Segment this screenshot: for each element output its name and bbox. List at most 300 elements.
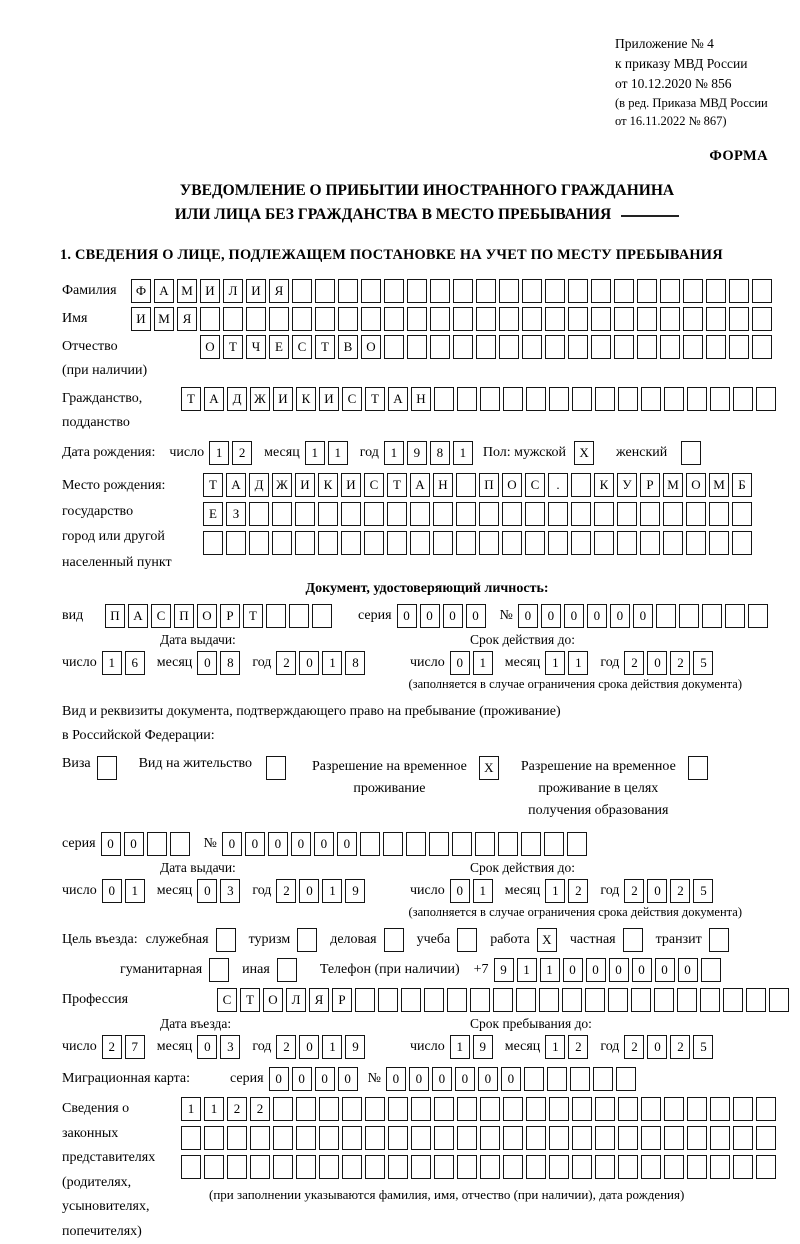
char-box: О bbox=[263, 988, 283, 1012]
char-box: 0 bbox=[197, 651, 217, 675]
char-box bbox=[526, 1155, 546, 1179]
birth-place-row3-boxes bbox=[203, 531, 752, 555]
char-box: 0 bbox=[222, 832, 242, 856]
char-box: 2 bbox=[624, 1035, 644, 1059]
birth-month-boxes bbox=[305, 441, 348, 465]
char-box: . bbox=[548, 473, 568, 497]
char-box: Б bbox=[732, 473, 752, 497]
char-box bbox=[595, 1155, 615, 1179]
char-box bbox=[568, 307, 588, 331]
name-label: Имя bbox=[62, 311, 131, 327]
char-box bbox=[641, 1155, 661, 1179]
char-box: Я bbox=[269, 279, 289, 303]
permit-issue-header: Дата выдачи: bbox=[62, 860, 410, 876]
char-box: 2 bbox=[624, 651, 644, 675]
char-box bbox=[637, 279, 657, 303]
char-box bbox=[147, 832, 167, 856]
char-box bbox=[342, 1126, 362, 1150]
char-box: 2 bbox=[568, 1035, 588, 1059]
entry-date-header: Дата въезда: bbox=[62, 1016, 410, 1032]
appendix-line-3: от 10.12.2020 № 856 bbox=[615, 74, 792, 94]
char-box bbox=[732, 531, 752, 555]
char-box bbox=[430, 335, 450, 359]
char-box: Я bbox=[177, 307, 197, 331]
char-box bbox=[249, 531, 269, 555]
char-box bbox=[388, 1126, 408, 1150]
char-box bbox=[562, 988, 582, 1012]
char-box: 1 bbox=[322, 651, 342, 675]
patronymic-label bbox=[62, 335, 200, 383]
char-box bbox=[664, 1097, 684, 1121]
entry-purpose-option bbox=[490, 928, 557, 952]
char-box: 1 bbox=[473, 879, 493, 903]
char-box bbox=[378, 988, 398, 1012]
char-box: 0 bbox=[397, 604, 417, 628]
entry-purpose-option-checkbox bbox=[297, 928, 317, 952]
char-box bbox=[315, 279, 335, 303]
char-box bbox=[433, 502, 453, 526]
permit-series-boxes bbox=[101, 832, 190, 856]
char-box bbox=[434, 1155, 454, 1179]
char-box: Т bbox=[387, 473, 407, 497]
month-label: месяц bbox=[505, 883, 541, 899]
char-box bbox=[544, 832, 564, 856]
char-box bbox=[549, 1126, 569, 1150]
char-box bbox=[315, 307, 335, 331]
char-box: А bbox=[204, 387, 224, 411]
entry-purpose-option-label: частная bbox=[570, 932, 616, 948]
char-box bbox=[654, 988, 674, 1012]
forma-label: ФОРМА bbox=[62, 148, 792, 165]
char-box bbox=[318, 531, 338, 555]
char-box bbox=[447, 988, 467, 1012]
birth-place-label bbox=[62, 473, 203, 575]
doc-issue-month-boxes bbox=[197, 651, 240, 675]
stay-month-boxes bbox=[545, 1035, 588, 1059]
char-box: Н bbox=[411, 387, 431, 411]
char-box bbox=[410, 502, 430, 526]
char-box: 0 bbox=[291, 832, 311, 856]
char-box bbox=[338, 307, 358, 331]
char-box bbox=[411, 1097, 431, 1121]
char-box bbox=[269, 307, 289, 331]
char-box bbox=[631, 988, 651, 1012]
char-box bbox=[480, 1097, 500, 1121]
temp-residence-checkbox: X bbox=[479, 756, 499, 780]
char-box bbox=[549, 1097, 569, 1121]
char-box bbox=[733, 387, 753, 411]
char-box bbox=[387, 502, 407, 526]
entry-year-boxes bbox=[276, 1035, 365, 1059]
citizenship-boxes bbox=[181, 387, 776, 411]
migration-series-boxes bbox=[269, 1067, 358, 1091]
name-row bbox=[62, 307, 792, 331]
char-box: 0 bbox=[647, 1035, 667, 1059]
char-box bbox=[733, 1155, 753, 1179]
permit-issue-column bbox=[62, 860, 410, 903]
char-box: А bbox=[410, 473, 430, 497]
birth-day-boxes bbox=[209, 441, 252, 465]
char-box bbox=[227, 1155, 247, 1179]
citizenship-label-line1: Гражданство, bbox=[62, 387, 181, 411]
permit-series-row bbox=[62, 832, 792, 856]
char-box bbox=[706, 279, 726, 303]
char-box bbox=[406, 832, 426, 856]
char-box bbox=[365, 1097, 385, 1121]
char-box: 1 bbox=[328, 441, 348, 465]
char-box bbox=[204, 1155, 224, 1179]
char-box bbox=[539, 988, 559, 1012]
char-box: Ж bbox=[250, 387, 270, 411]
entry-purpose-option bbox=[656, 928, 729, 952]
char-box bbox=[595, 1097, 615, 1121]
char-box: 5 bbox=[693, 651, 713, 675]
char-box bbox=[660, 279, 680, 303]
char-box: М bbox=[663, 473, 683, 497]
char-box: 1 bbox=[453, 441, 473, 465]
representatives-label-line5: усыновителях, bbox=[62, 1195, 181, 1220]
char-box: 0 bbox=[450, 879, 470, 903]
char-box bbox=[319, 1097, 339, 1121]
char-box bbox=[361, 279, 381, 303]
entry-day-boxes bbox=[102, 1035, 145, 1059]
char-box: 0 bbox=[292, 1067, 312, 1091]
char-box: 0 bbox=[338, 1067, 358, 1091]
char-box bbox=[679, 604, 699, 628]
char-box: О bbox=[361, 335, 381, 359]
doc-kind-label: вид bbox=[62, 608, 105, 624]
char-box: 2 bbox=[227, 1097, 247, 1121]
char-box bbox=[617, 531, 637, 555]
char-box bbox=[591, 335, 611, 359]
char-box bbox=[499, 307, 519, 331]
char-box bbox=[476, 335, 496, 359]
entry-purpose-options-1 bbox=[146, 928, 742, 952]
char-box bbox=[608, 988, 628, 1012]
char-box bbox=[710, 1097, 730, 1121]
char-box: 1 bbox=[384, 441, 404, 465]
char-box: 1 bbox=[473, 651, 493, 675]
char-box bbox=[479, 502, 499, 526]
permit-intro-line2: в Российской Федерации: bbox=[62, 724, 792, 748]
char-box bbox=[526, 1126, 546, 1150]
patronymic-label-line1: Отчество bbox=[62, 335, 200, 359]
char-box bbox=[452, 832, 472, 856]
char-box: М bbox=[154, 307, 174, 331]
char-box bbox=[526, 387, 546, 411]
char-box: И bbox=[200, 279, 220, 303]
char-box bbox=[342, 1155, 362, 1179]
char-box bbox=[204, 1126, 224, 1150]
char-box bbox=[663, 531, 683, 555]
permit-intro-line1: Вид и реквизиты документа, подтверждающего право на пребывание (проживание) bbox=[62, 700, 792, 724]
birth-year-boxes bbox=[384, 441, 473, 465]
char-box: 1 bbox=[545, 651, 565, 675]
day-label: число bbox=[410, 883, 445, 899]
char-box: 0 bbox=[197, 879, 217, 903]
char-box bbox=[526, 1097, 546, 1121]
permit-issue-day-boxes bbox=[102, 879, 145, 903]
char-box bbox=[521, 832, 541, 856]
entry-purpose-option bbox=[249, 928, 318, 952]
temp-residence-edu-checkbox bbox=[688, 756, 708, 780]
temp-residence-edu-line3: получения образования bbox=[521, 800, 676, 822]
visa-checkbox bbox=[97, 756, 117, 780]
year-label: год bbox=[252, 1039, 271, 1055]
sex-male-checkbox: X bbox=[574, 441, 594, 465]
char-box bbox=[318, 502, 338, 526]
char-box bbox=[480, 1126, 500, 1150]
char-box: 3 bbox=[220, 879, 240, 903]
entry-purpose-option-checkbox: X bbox=[537, 928, 557, 952]
day-label: число bbox=[410, 1039, 445, 1055]
birth-date-row bbox=[62, 441, 792, 465]
char-box: Ф bbox=[131, 279, 151, 303]
char-box bbox=[687, 1155, 707, 1179]
char-box bbox=[456, 502, 476, 526]
day-label: число bbox=[62, 883, 97, 899]
char-box: О bbox=[200, 335, 220, 359]
representatives-label-line4: (родителях, bbox=[62, 1171, 181, 1196]
char-box: 2 bbox=[250, 1097, 270, 1121]
char-box bbox=[585, 988, 605, 1012]
permit-valid-month-boxes bbox=[545, 879, 588, 903]
char-box: Ч bbox=[246, 335, 266, 359]
form-title-line-1: УВЕДОМЛЕНИЕ О ПРИБЫТИИ ИНОСТРАННОГО ГРАЖДАНИНА bbox=[62, 179, 792, 203]
surname-label: Фамилия bbox=[62, 283, 131, 299]
char-box bbox=[457, 1126, 477, 1150]
char-box bbox=[522, 279, 542, 303]
char-box: 1 bbox=[322, 879, 342, 903]
char-box bbox=[273, 1126, 293, 1150]
char-box bbox=[401, 988, 421, 1012]
char-box: З bbox=[226, 502, 246, 526]
char-box: Л bbox=[286, 988, 306, 1012]
migration-number-label: № bbox=[368, 1071, 381, 1087]
entry-purpose-option bbox=[570, 928, 643, 952]
char-box bbox=[341, 502, 361, 526]
char-box: 9 bbox=[407, 441, 427, 465]
char-box: М bbox=[177, 279, 197, 303]
char-box bbox=[223, 307, 243, 331]
char-box: И bbox=[319, 387, 339, 411]
char-box: Е bbox=[203, 502, 223, 526]
char-box bbox=[594, 531, 614, 555]
char-box bbox=[319, 1155, 339, 1179]
permit-number-label: № bbox=[204, 836, 217, 852]
stay-until-header: Срок пребывания до: bbox=[410, 1016, 792, 1032]
residence-permit-checkbox bbox=[266, 756, 286, 780]
form-title-line-2 bbox=[62, 203, 792, 227]
char-box bbox=[361, 307, 381, 331]
char-box: 0 bbox=[478, 1067, 498, 1091]
doc-number-boxes bbox=[518, 604, 768, 628]
representatives-boxes bbox=[181, 1097, 776, 1203]
char-box bbox=[571, 531, 591, 555]
doc-valid-year-boxes bbox=[624, 651, 713, 675]
char-box: 2 bbox=[276, 651, 296, 675]
char-box bbox=[525, 502, 545, 526]
char-box bbox=[710, 1126, 730, 1150]
char-box bbox=[470, 988, 490, 1012]
char-box bbox=[572, 1126, 592, 1150]
temp-residence-edu-label bbox=[521, 756, 676, 822]
char-box bbox=[338, 279, 358, 303]
entry-purpose-option-label: деловая bbox=[330, 932, 376, 948]
char-box bbox=[568, 279, 588, 303]
char-box bbox=[272, 531, 292, 555]
char-box: Т bbox=[365, 387, 385, 411]
char-box: И bbox=[273, 387, 293, 411]
phone-label: Телефон (при наличии) bbox=[320, 962, 460, 978]
char-box bbox=[618, 1155, 638, 1179]
char-box bbox=[637, 335, 657, 359]
doc-valid-column bbox=[410, 632, 792, 675]
char-box bbox=[729, 307, 749, 331]
char-box: 0 bbox=[610, 604, 630, 628]
migration-number-boxes bbox=[386, 1067, 636, 1091]
char-box bbox=[756, 1126, 776, 1150]
char-box: 2 bbox=[670, 651, 690, 675]
entry-purpose-option-label: туризм bbox=[249, 932, 291, 948]
char-box: Т bbox=[181, 387, 201, 411]
char-box: 0 bbox=[501, 1067, 521, 1091]
char-box: 2 bbox=[102, 1035, 122, 1059]
char-box bbox=[709, 502, 729, 526]
temp-residence-label-line1: Разрешение на временное bbox=[312, 756, 467, 778]
char-box bbox=[503, 1155, 523, 1179]
char-box bbox=[637, 307, 657, 331]
char-box: 0 bbox=[450, 651, 470, 675]
day-label: число bbox=[62, 655, 97, 671]
char-box bbox=[641, 1126, 661, 1150]
entry-purpose-option bbox=[417, 928, 478, 952]
representatives-label-line6: попечителях) bbox=[62, 1220, 181, 1244]
char-box: 5 bbox=[693, 1035, 713, 1059]
entry-purpose-option-checkbox bbox=[457, 928, 477, 952]
sex-female-label: женский bbox=[616, 445, 667, 461]
char-box: Р bbox=[332, 988, 352, 1012]
char-box bbox=[453, 279, 473, 303]
char-box: И bbox=[341, 473, 361, 497]
char-box: Д bbox=[227, 387, 247, 411]
day-label: число bbox=[410, 655, 445, 671]
char-box bbox=[746, 988, 766, 1012]
char-box bbox=[686, 502, 706, 526]
permit-issue-row bbox=[62, 879, 410, 903]
char-box: 6 bbox=[125, 651, 145, 675]
char-box bbox=[383, 832, 403, 856]
char-box bbox=[360, 832, 380, 856]
char-box bbox=[549, 387, 569, 411]
char-box: П bbox=[479, 473, 499, 497]
char-box: 0 bbox=[269, 1067, 289, 1091]
permit-series-label: серия bbox=[62, 836, 96, 852]
entry-purpose-option-checkbox bbox=[384, 928, 404, 952]
year-label: год bbox=[600, 655, 619, 671]
char-box bbox=[756, 1097, 776, 1121]
permit-valid-note: (заполняется в случае ограничения срока действия документа) bbox=[62, 905, 792, 920]
char-box bbox=[503, 387, 523, 411]
permit-valid-row bbox=[410, 879, 792, 903]
char-box bbox=[618, 387, 638, 411]
char-box bbox=[524, 1067, 544, 1091]
char-box: 0 bbox=[337, 832, 357, 856]
char-box bbox=[364, 502, 384, 526]
birth-place-row2-boxes bbox=[203, 502, 752, 526]
doc-issue-header: Дата выдачи: bbox=[62, 632, 410, 648]
char-box bbox=[701, 958, 721, 982]
char-box bbox=[516, 988, 536, 1012]
char-box bbox=[411, 1155, 431, 1179]
char-box: 0 bbox=[386, 1067, 406, 1091]
entry-purpose-row2 bbox=[120, 958, 792, 982]
char-box bbox=[246, 307, 266, 331]
appendix-line-2: к приказу МВД России bbox=[615, 54, 792, 74]
char-box bbox=[595, 387, 615, 411]
char-box: 2 bbox=[232, 441, 252, 465]
char-box bbox=[710, 1155, 730, 1179]
entry-purpose-option-label: служебная bbox=[146, 932, 209, 948]
char-box: 2 bbox=[276, 879, 296, 903]
char-box bbox=[687, 1097, 707, 1121]
entry-month-boxes bbox=[197, 1035, 240, 1059]
char-box bbox=[312, 604, 332, 628]
char-box bbox=[384, 335, 404, 359]
doc-valid-header: Срок действия до: bbox=[410, 632, 792, 648]
char-box: И bbox=[246, 279, 266, 303]
char-box: 0 bbox=[409, 1067, 429, 1091]
stay-until-column bbox=[410, 1016, 792, 1059]
birth-place-label-line1: Место рождения: bbox=[62, 473, 203, 499]
permit-valid-header: Срок действия до: bbox=[410, 860, 792, 876]
char-box bbox=[384, 307, 404, 331]
temp-residence-label bbox=[312, 756, 467, 800]
month-label: месяц bbox=[157, 1039, 193, 1055]
char-box: 0 bbox=[101, 832, 121, 856]
char-box bbox=[479, 531, 499, 555]
entry-purpose-option-label: гуманитарная bbox=[120, 962, 202, 978]
char-box: 1 bbox=[322, 1035, 342, 1059]
char-box bbox=[499, 335, 519, 359]
char-box: А bbox=[128, 604, 148, 628]
char-box bbox=[411, 1126, 431, 1150]
char-box: И bbox=[131, 307, 151, 331]
char-box: 1 bbox=[181, 1097, 201, 1121]
char-box: 0 bbox=[245, 832, 265, 856]
char-box: С bbox=[151, 604, 171, 628]
entry-purpose-option-checkbox bbox=[709, 928, 729, 952]
month-label: месяц bbox=[505, 1039, 541, 1055]
char-box bbox=[732, 502, 752, 526]
char-box: П bbox=[105, 604, 125, 628]
char-box bbox=[434, 387, 454, 411]
char-box: 0 bbox=[268, 832, 288, 856]
char-box: А bbox=[226, 473, 246, 497]
char-box bbox=[545, 307, 565, 331]
char-box bbox=[456, 531, 476, 555]
char-box: О bbox=[197, 604, 217, 628]
char-box bbox=[729, 335, 749, 359]
char-box bbox=[709, 531, 729, 555]
stay-year-boxes bbox=[624, 1035, 713, 1059]
doc-issue-row bbox=[62, 651, 410, 675]
char-box: И bbox=[295, 473, 315, 497]
char-box bbox=[571, 502, 591, 526]
char-box bbox=[388, 1155, 408, 1179]
char-box bbox=[292, 279, 312, 303]
char-box: 0 bbox=[678, 958, 698, 982]
